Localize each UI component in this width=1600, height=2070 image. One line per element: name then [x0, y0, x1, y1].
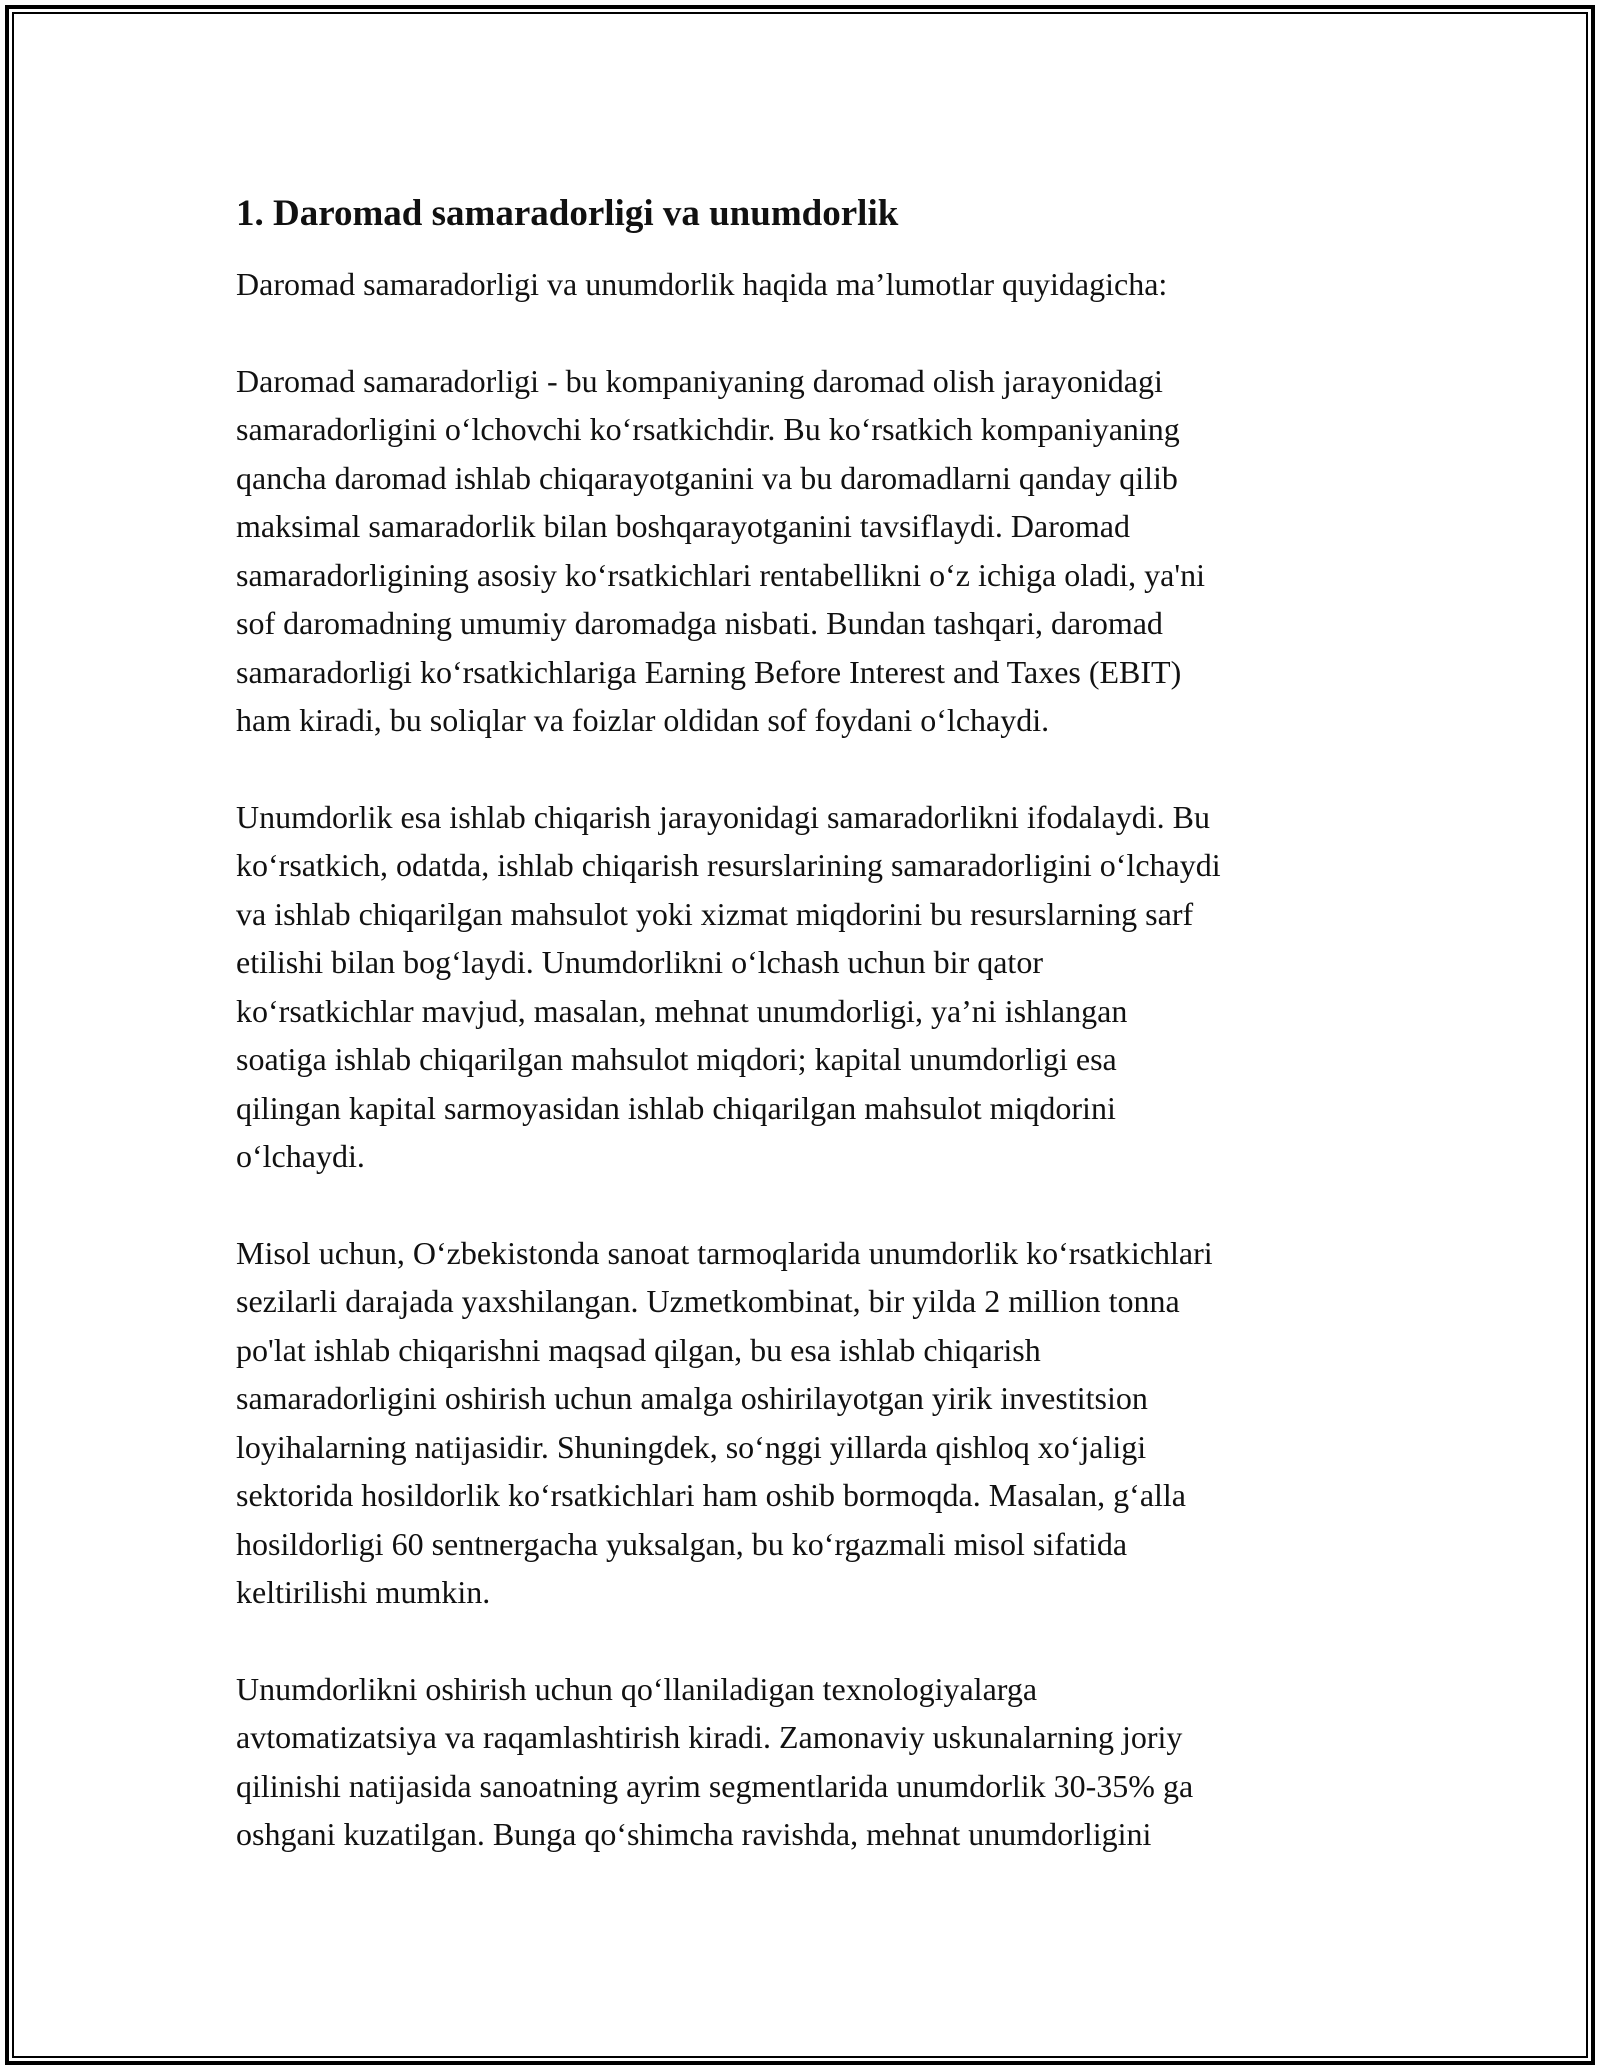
text-line: ham kiradi, bu soliqlar va foizlar oldidan sof foydani o‘lchaydi.	[236, 702, 1050, 738]
text-line: po'lat ishlab chiqarishni maqsad qilgan, bu esa ishlab chiqarish	[236, 1331, 1041, 1368]
text-line: sof daromadning umumiy daromadga nisbati. Bundan tashqari, daromad	[236, 605, 1163, 641]
intro-paragraph	[236, 260, 1386, 309]
text-line: sezilarli darajada yaxshilangan. Uzmetkombinat, bir yilda 2 million tonna	[236, 1283, 1180, 1319]
text-line: Unumdorlikni oshirish uchun qo‘llaniladigan texnologiyalarga	[236, 1670, 1038, 1707]
text-line: samaradorligini o‘lchovchi ko‘rsatkichdir. Bu ko‘rsatkich kompaniyaning	[236, 411, 1180, 447]
text-line: qilinishi natijasida sanoatning ayrim segmentlarida unumdorlik 30-35% ga	[236, 1767, 1194, 1804]
revenue-efficiency-paragraph	[236, 357, 1386, 745]
productivity-paragraph	[236, 793, 1386, 1181]
text-line: avtomatizatsiya va raqamlashtirish kiradi. Zamonaviy uskunalarning joriy	[236, 1719, 1183, 1755]
text-line: va ishlab chiqarilgan mahsulot yoki xizmat miqdorini bu resurslarning sarf	[236, 895, 1194, 932]
text-line: samaradorligi ko‘rsatkichlariga Earning Before Interest and Taxes (EBIT)	[236, 653, 1182, 690]
text-line: maksimal samaradorlik bilan boshqarayotganini tavsiflaydi. Daromad	[236, 508, 1130, 544]
text-line: ko‘rsatkichlar mavjud, masalan, mehnat unumdorligi, ya’ni ishlangan	[236, 992, 1128, 1029]
text-line: etilishi bilan bog‘laydi. Unumdorlikni o‘lchash uchun bir qator	[236, 944, 1043, 980]
text-line: Misol uchun, O‘zbekistonda sanoat tarmoqlarida unumdorlik ko‘rsatkichlari	[236, 1234, 1213, 1271]
text-line: soatiga ishlab chiqarilgan mahsulot miqdori; kapital unumdorligi esa	[236, 1041, 1117, 1077]
text-line: sektorida hosildorlik ko‘rsatkichlari ham oshib bormoqda. Masalan, g‘alla	[236, 1477, 1186, 1513]
example-paragraph	[236, 1229, 1386, 1617]
text-line: Daromad samaradorligi - bu kompaniyaning daromad olish jarayonidagi	[236, 362, 1163, 399]
text-line: qancha daromad ishlab chiqarayotganini va bu daromadlarni qanday qilib	[236, 459, 1178, 496]
document-body	[236, 188, 1386, 1907]
text-line: loyihalarning natijasidir. Shuningdek, so‘nggi yillarda qishloq xo‘jaligi	[236, 1428, 1147, 1465]
technology-paragraph	[236, 1665, 1386, 1859]
text-line: qilingan kapital sarmoyasidan ishlab chiqarilgan mahsulot miqdorini	[236, 1089, 1116, 1126]
text-line: oshgani kuzatilgan. Bunga qo‘shimcha ravishda, mehnat unumdorligini	[236, 1816, 1152, 1852]
text-line: Unumdorlik esa ishlab chiqarish jarayonidagi samaradorlikni ifodalaydi. Bu	[236, 798, 1210, 835]
text-line: keltirilishi mumkin.	[236, 1574, 491, 1610]
text-line: samaradorligini oshirish uchun amalga oshirilayotgan yirik investitsion	[236, 1380, 1148, 1416]
text-line: samaradorligining asosiy ko‘rsatkichlari rentabellikni o‘z ichiga oladi, ya'ni	[236, 556, 1206, 593]
text-line: Daromad samaradorligi va unumdorlik haqida ma’lumotlar quyidagicha:	[236, 266, 1168, 302]
section-heading: 1. Daromad samaradorligi va unumdorlik	[236, 193, 899, 234]
text-line: o‘lchaydi.	[236, 1138, 365, 1174]
text-line: ko‘rsatkich, odatda, ishlab chiqarish resurslarining samaradorligini o‘lchaydi	[236, 847, 1221, 883]
text-line: hosildorligi 60 sentnergacha yuksalgan, bu ko‘rgazmali misol sifatida	[236, 1525, 1128, 1562]
